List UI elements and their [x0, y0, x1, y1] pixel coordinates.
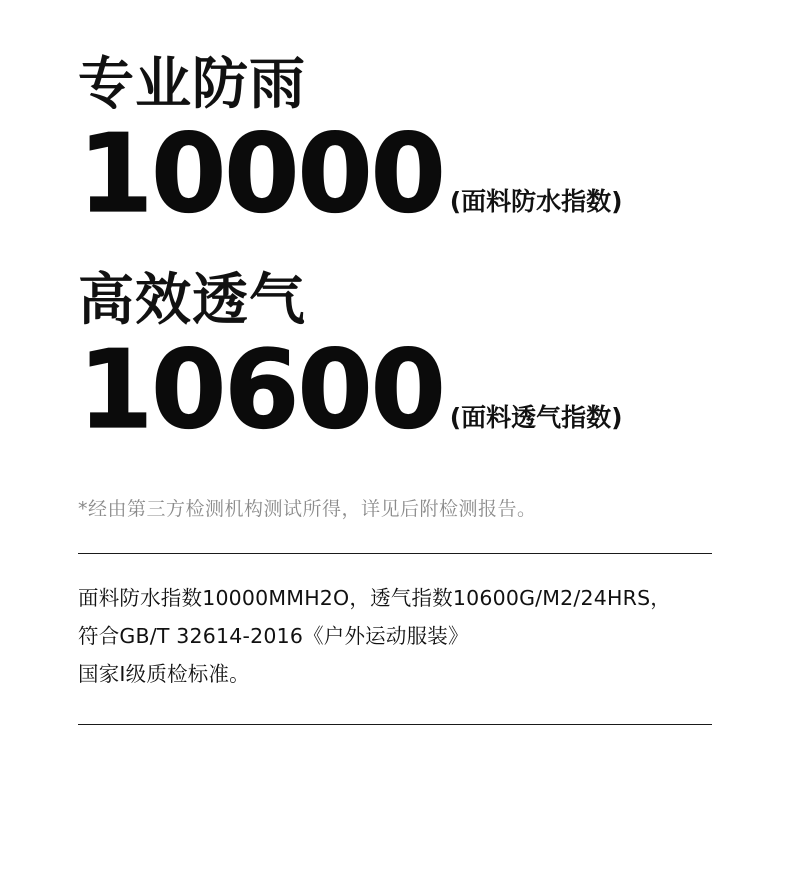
divider-bottom: [78, 724, 712, 725]
spec-block-breathability: [78, 230, 712, 454]
standard-description: [78, 580, 712, 694]
spec-title-breathability: 高效透气: [78, 268, 306, 334]
spec-value-row-breathability: [78, 328, 712, 454]
description-line-1: 面料防水指数10000MMH2O，透气指数10600G/M2/24HRS，: [78, 586, 671, 611]
spec-block-waterproof: [78, 0, 712, 238]
test-footnote: *经由第三方检测机构测试所得，详见后附检测报告。: [78, 498, 537, 521]
description-line-2: 符合GB/T 32614-2016《户外运动服装》: [78, 624, 469, 649]
spec-unit-breathability: (面料透气指数): [449, 403, 623, 433]
divider-top: [78, 553, 712, 554]
spec-value-row-waterproof: [78, 112, 712, 238]
spec-number-waterproof: 10000: [78, 112, 444, 238]
spec-number-breathability: 10600: [78, 328, 444, 454]
spec-unit-waterproof: (面料防水指数): [449, 187, 623, 217]
description-line-3: 国家Ⅰ级质检标准。: [78, 662, 250, 687]
spec-title-waterproof: 专业防雨: [78, 52, 306, 117]
